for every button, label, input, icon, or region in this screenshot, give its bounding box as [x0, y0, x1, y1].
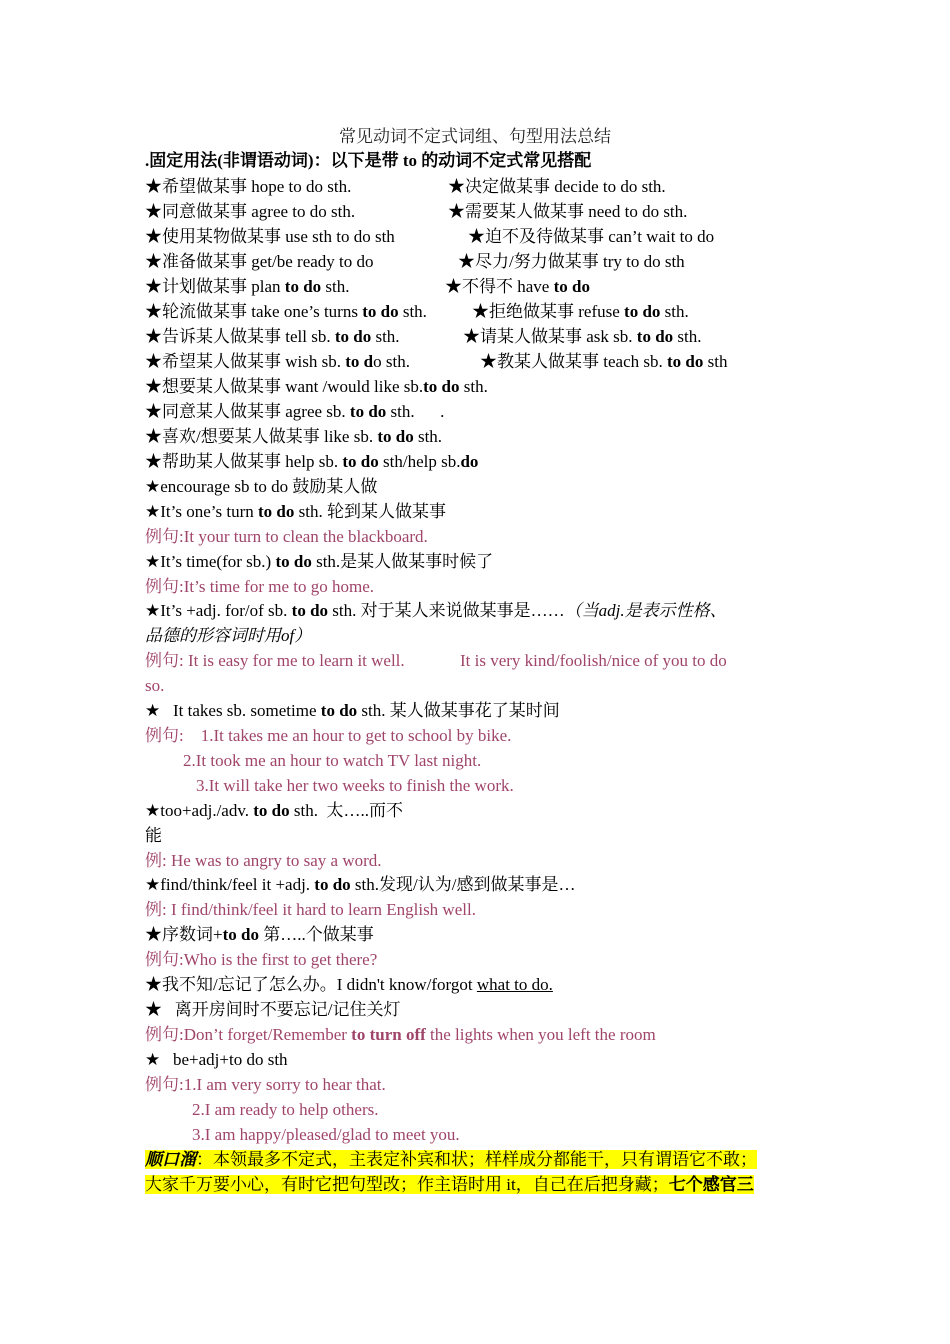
phrase-item: ★希望做某事 hope to do sth.	[145, 177, 352, 196]
rhyme-label: 顺口溜	[145, 1150, 196, 1169]
phrase-item: ★我不知/忘记了怎么办。I didn't know/forgot what to do.	[145, 975, 553, 994]
document-title: 常见动词不定式词组、句型用法总结	[339, 127, 611, 146]
phrase-item: ★使用某物做某事 use sth to do sth	[145, 227, 395, 246]
phrase-item: ★想要某人做某事 want /would like sb.to do sth.	[145, 377, 488, 396]
phrase-item: ★准备做某事 get/be ready to do	[145, 252, 374, 271]
example-sentence: 3.I am happy/pleased/glad to meet you.	[192, 1125, 460, 1144]
example-sentence: 例句:Who is the first to get there?	[145, 950, 378, 969]
example-sentence: 2.I am ready to help others.	[192, 1100, 379, 1119]
example-sentence: 2.It took me an hour to watch TV last night.	[183, 751, 482, 770]
section-heading: .固定用法(非谓语动词)：以下是带 to 的动词不定式常见搭配	[145, 151, 592, 170]
phrase-row	[145, 274, 810, 299]
phrase-item: ★同意某人做某事 agree sb. to do sth. .	[145, 402, 445, 421]
rhyme-line: 大家千万要小心，有时它把句型改；作主语时用 it，自己在后把身藏；七个感官三	[145, 1175, 754, 1194]
phrase-item: ★It’s +adj. for/of sb. to do sth. 对于某人来说做某事是……（当adj.是表示性格、	[145, 601, 727, 620]
phrase-row	[145, 199, 810, 224]
phrase-item: ★需要某人做某事 need to do sth.	[448, 202, 688, 221]
phrase-item: ★ It takes sb. sometime to do sth. 某人做某事花了某时间	[145, 701, 560, 720]
phrase-row	[145, 224, 810, 249]
phrase-item: ★请某人做某事 ask sb. to do sth.	[463, 327, 702, 346]
phrase-item: ★喜欢/想要某人做某事 like sb. to do sth.	[145, 427, 443, 446]
phrase-item: ★轮流做某事 take one’s turns to do sth.	[145, 302, 427, 321]
phrase-item: ★ 离开房间时不要忘记/记住关灯	[145, 1000, 401, 1019]
phrase-item: ★告诉某人做某事 tell sb. to do sth.	[145, 327, 400, 346]
example-sentence: 例句:It your turn to clean the blackboard.	[145, 527, 428, 546]
example-sentence: so.	[145, 676, 165, 695]
example-sentence: 例句:1.I am very sorry to hear that.	[145, 1075, 386, 1094]
phrase-item: ★帮助某人做某事 help sb. to do sth/help sb.do	[145, 452, 479, 471]
example-sentence: 例句:It’s time for me to go home.	[145, 577, 374, 596]
phrase-item: ★希望某人做某事 wish sb. to do sth.	[145, 352, 410, 371]
example-sentence: 例句: 1.It takes me an hour to get to school by bike.	[145, 726, 512, 745]
phrase-item: ★too+adj./adv. to do sth. 太…..而不	[145, 801, 403, 820]
phrase-item: ★不得不 have to do	[445, 277, 590, 296]
phrase-item: ★同意做某事 agree to do sth.	[145, 202, 356, 221]
example-sentence: 例句: It is easy for me to learn it well. It is very kind/foolish/nice of you to do	[145, 651, 727, 670]
phrase-row	[145, 299, 810, 324]
rhyme-line: 顺口溜：本领最多不定式，主表定补宾和状；样样成分都能干，只有谓语它不敢；	[145, 1150, 757, 1169]
phrase-item: ★ be+adj+to do sth	[145, 1050, 288, 1069]
phrase-row	[145, 174, 810, 199]
example-sentence: 例句:Don’t forget/Remember to turn off the lights when you left the room	[145, 1025, 656, 1044]
phrase-item: ★教某人做某事 teach sb. to do sth	[480, 352, 728, 371]
example-sentence: 3.It will take her two weeks to finish the work.	[196, 776, 514, 795]
phrase-item: ★encourage sb to do 鼓励某人做	[145, 477, 378, 496]
phrase-row	[145, 349, 810, 374]
phrase-item: ★计划做某事 plan to do sth.	[145, 277, 350, 296]
example-sentence: 例: He was to angry to say a word.	[145, 851, 382, 870]
phrase-item: ★决定做某事 decide to do sth.	[448, 177, 666, 196]
phrase-item: 能	[145, 826, 162, 845]
phrase-row	[145, 324, 810, 349]
phrase-item: ★It’s one’s turn to do sth. 轮到某人做某事	[145, 502, 446, 521]
phrase-note: 品德的形容词时用of）	[145, 626, 312, 645]
phrase-item: ★find/think/feel it +adj. to do sth.发现/认为/感到做某事是…	[145, 875, 576, 894]
phrase-item: ★拒绝做某事 refuse to do sth.	[472, 302, 689, 321]
phrase-row	[145, 249, 810, 274]
phrase-item: ★迫不及待做某事 can’t wait to do	[468, 227, 715, 246]
phrase-item: ★序数词+to do 第…..个做某事	[145, 925, 374, 944]
phrase-item: ★It’s time(for sb.) to do sth.是某人做某事时候了	[145, 552, 494, 571]
phrase-item: ★尽力/努力做某事 try to do sth	[458, 252, 685, 271]
example-sentence: 例: I find/think/feel it hard to learn English well.	[145, 900, 476, 919]
